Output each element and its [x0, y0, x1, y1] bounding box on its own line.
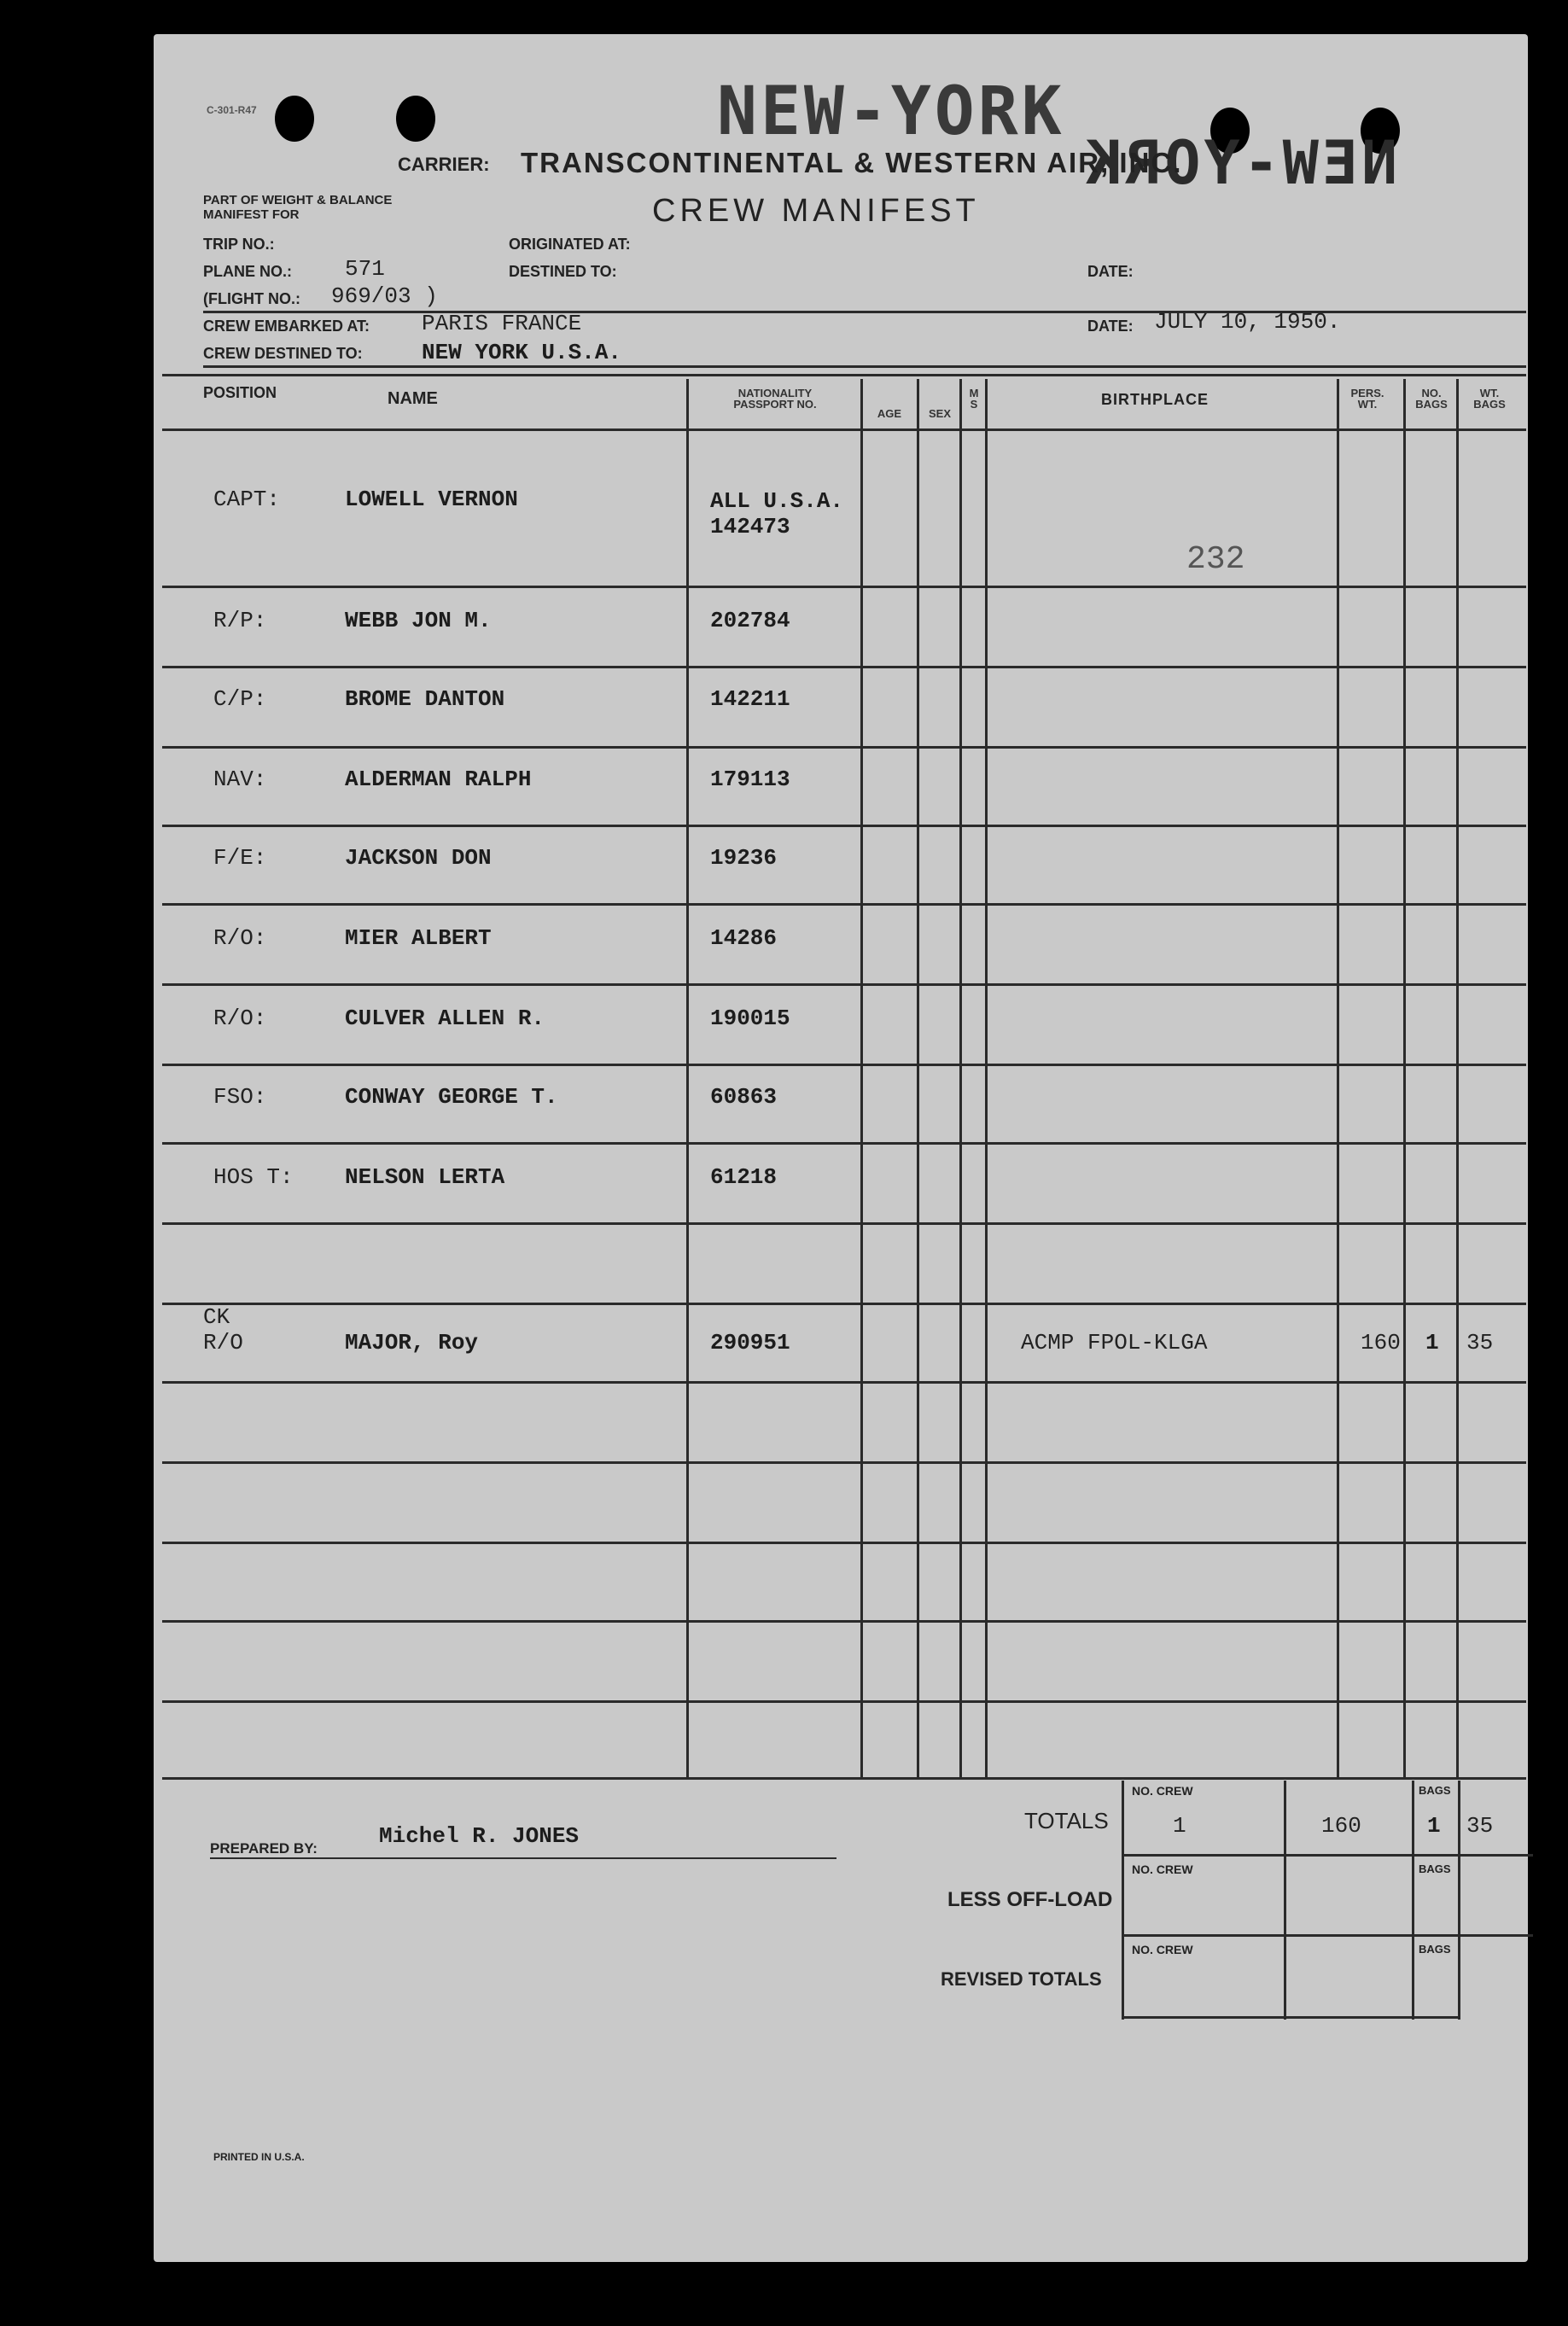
col-birthplace: BIRTHPLACE — [1101, 391, 1209, 408]
bags-label: BAGS — [1419, 1784, 1451, 1797]
totals-no-crew: 1 — [1173, 1813, 1186, 1839]
extra-crew-position-line1: CK — [203, 1304, 230, 1330]
col-wt-bags: WT. BAGS — [1473, 387, 1506, 411]
page-number: 232 — [1186, 541, 1245, 578]
crew-passport: 19236 — [710, 845, 778, 871]
crew-embarked-label: CREW EMBARKED AT: — [203, 318, 370, 335]
stamp-right-mirrored: NEW-YORK — [1082, 128, 1398, 198]
extra-crew-pers-wt: 160 — [1361, 1330, 1401, 1355]
crew-passport: 202784 — [710, 608, 790, 633]
crew-name: LOWELL VERNON — [345, 487, 518, 512]
crew-destined-label: CREW DESTINED TO: — [203, 345, 363, 362]
totals-pers-wt: 160 — [1321, 1813, 1361, 1839]
carrier-label: CARRIER: — [398, 154, 490, 175]
crew-position: R/O: — [213, 925, 267, 951]
crew-position: C/P: — [213, 686, 267, 712]
col-position: POSITION — [203, 384, 277, 401]
crew-position: FSO: — [213, 1084, 267, 1110]
extra-crew-passport: 290951 — [710, 1330, 790, 1355]
plane-no-label: PLANE NO.: — [203, 263, 293, 280]
bags-label: BAGS — [1419, 1863, 1451, 1875]
no-crew-label: NO. CREW — [1132, 1784, 1193, 1798]
crew-passport: 190015 — [710, 1006, 790, 1031]
crew-name: CONWAY GEORGE T. — [345, 1084, 558, 1110]
crew-embarked-value: PARIS FRANCE — [422, 311, 582, 336]
trip-no-label: TRIP NO.: — [203, 236, 275, 253]
punch-hole — [275, 96, 314, 142]
col-pers-wt: PERS. WT. — [1350, 387, 1384, 411]
destined-label: DESTINED TO: — [509, 263, 617, 280]
date2-value: JULY 10, 1950. — [1154, 309, 1341, 335]
crew-position: CAPT: — [213, 487, 281, 512]
flight-no-label: (FLIGHT NO.: — [203, 290, 300, 307]
totals-bags: 1 — [1427, 1813, 1441, 1839]
prepared-by-value: Michel R. JONES — [379, 1823, 580, 1849]
revised-totals-label: REVISED TOTALS — [941, 1968, 1102, 1990]
no-crew-label: NO. CREW — [1132, 1943, 1193, 1956]
crew-name: JACKSON DON — [345, 845, 492, 871]
originated-label: ORIGINATED AT: — [509, 236, 631, 253]
form-title: CREW MANIFEST — [652, 193, 980, 229]
extra-crew-name: MAJOR, Roy — [345, 1330, 479, 1355]
crew-passport: 142473 — [710, 514, 790, 539]
stamp-top: NEW-YORK — [717, 73, 1065, 150]
extra-crew-position-line2: R/O — [203, 1330, 243, 1355]
less-offload-label: LESS OFF-LOAD — [947, 1888, 1113, 1911]
date-label: DATE: — [1087, 263, 1134, 280]
crew-name: CULVER ALLEN R. — [345, 1006, 545, 1031]
extra-crew-wt-bags: 35 — [1466, 1330, 1494, 1355]
crew-passport: 60863 — [710, 1084, 778, 1110]
col-ms: M S — [969, 387, 979, 411]
col-age: AGE — [877, 407, 902, 420]
no-crew-label: NO. CREW — [1132, 1863, 1193, 1876]
crew-passport: 179113 — [710, 767, 790, 792]
prepared-by-label: PREPARED BY: — [210, 1840, 318, 1857]
printed-in-usa: PRINTED IN U.S.A. — [213, 2151, 305, 2163]
col-nationality: NATIONALITY PASSPORT NO. — [733, 387, 817, 411]
crew-position: NAV: — [213, 767, 267, 792]
crew-passport: 142211 — [710, 686, 790, 712]
crew-name: ALDERMAN RALPH — [345, 767, 532, 792]
date2-label: DATE: — [1087, 318, 1134, 335]
flight-no-value: 969/03 ) — [331, 283, 438, 309]
crew-position: R/P: — [213, 608, 267, 633]
form-code: C-301-R47 — [207, 104, 257, 116]
crew-destined-value: NEW YORK U.S.A. — [422, 340, 622, 365]
crew-position: HOS T: — [213, 1164, 294, 1190]
carrier-name: TRANSCONTINENTAL & WESTERN AIR, INC. — [521, 147, 1183, 178]
crew-position: F/E: — [213, 845, 267, 871]
crew-passport: 14286 — [710, 925, 778, 951]
extra-crew-no-bags: 1 — [1425, 1330, 1439, 1355]
crew-name: WEBB JON M. — [345, 608, 492, 633]
totals-wt-bags: 35 — [1466, 1813, 1494, 1839]
crew-position: R/O: — [213, 1006, 267, 1031]
crew-name: MIER ALBERT — [345, 925, 492, 951]
col-no-bags: NO. BAGS — [1415, 387, 1448, 411]
crew-nationality: ALL U.S.A. — [710, 488, 844, 514]
extra-crew-birthplace: ACMP FPOL-KLGA — [1021, 1330, 1208, 1355]
manifest-paper — [154, 34, 1528, 2262]
crew-name: NELSON LERTA — [345, 1164, 505, 1190]
crew-passport: 61218 — [710, 1164, 778, 1190]
plane-no-value: 571 — [345, 256, 385, 282]
totals-label: TOTALS — [1024, 1808, 1109, 1833]
bags-label: BAGS — [1419, 1943, 1451, 1956]
crew-name: BROME DANTON — [345, 686, 505, 712]
part-of-label: PART OF WEIGHT & BALANCE MANIFEST FOR — [203, 193, 393, 222]
col-name: NAME — [388, 389, 438, 408]
col-sex: SEX — [928, 407, 951, 420]
punch-hole — [396, 96, 435, 142]
